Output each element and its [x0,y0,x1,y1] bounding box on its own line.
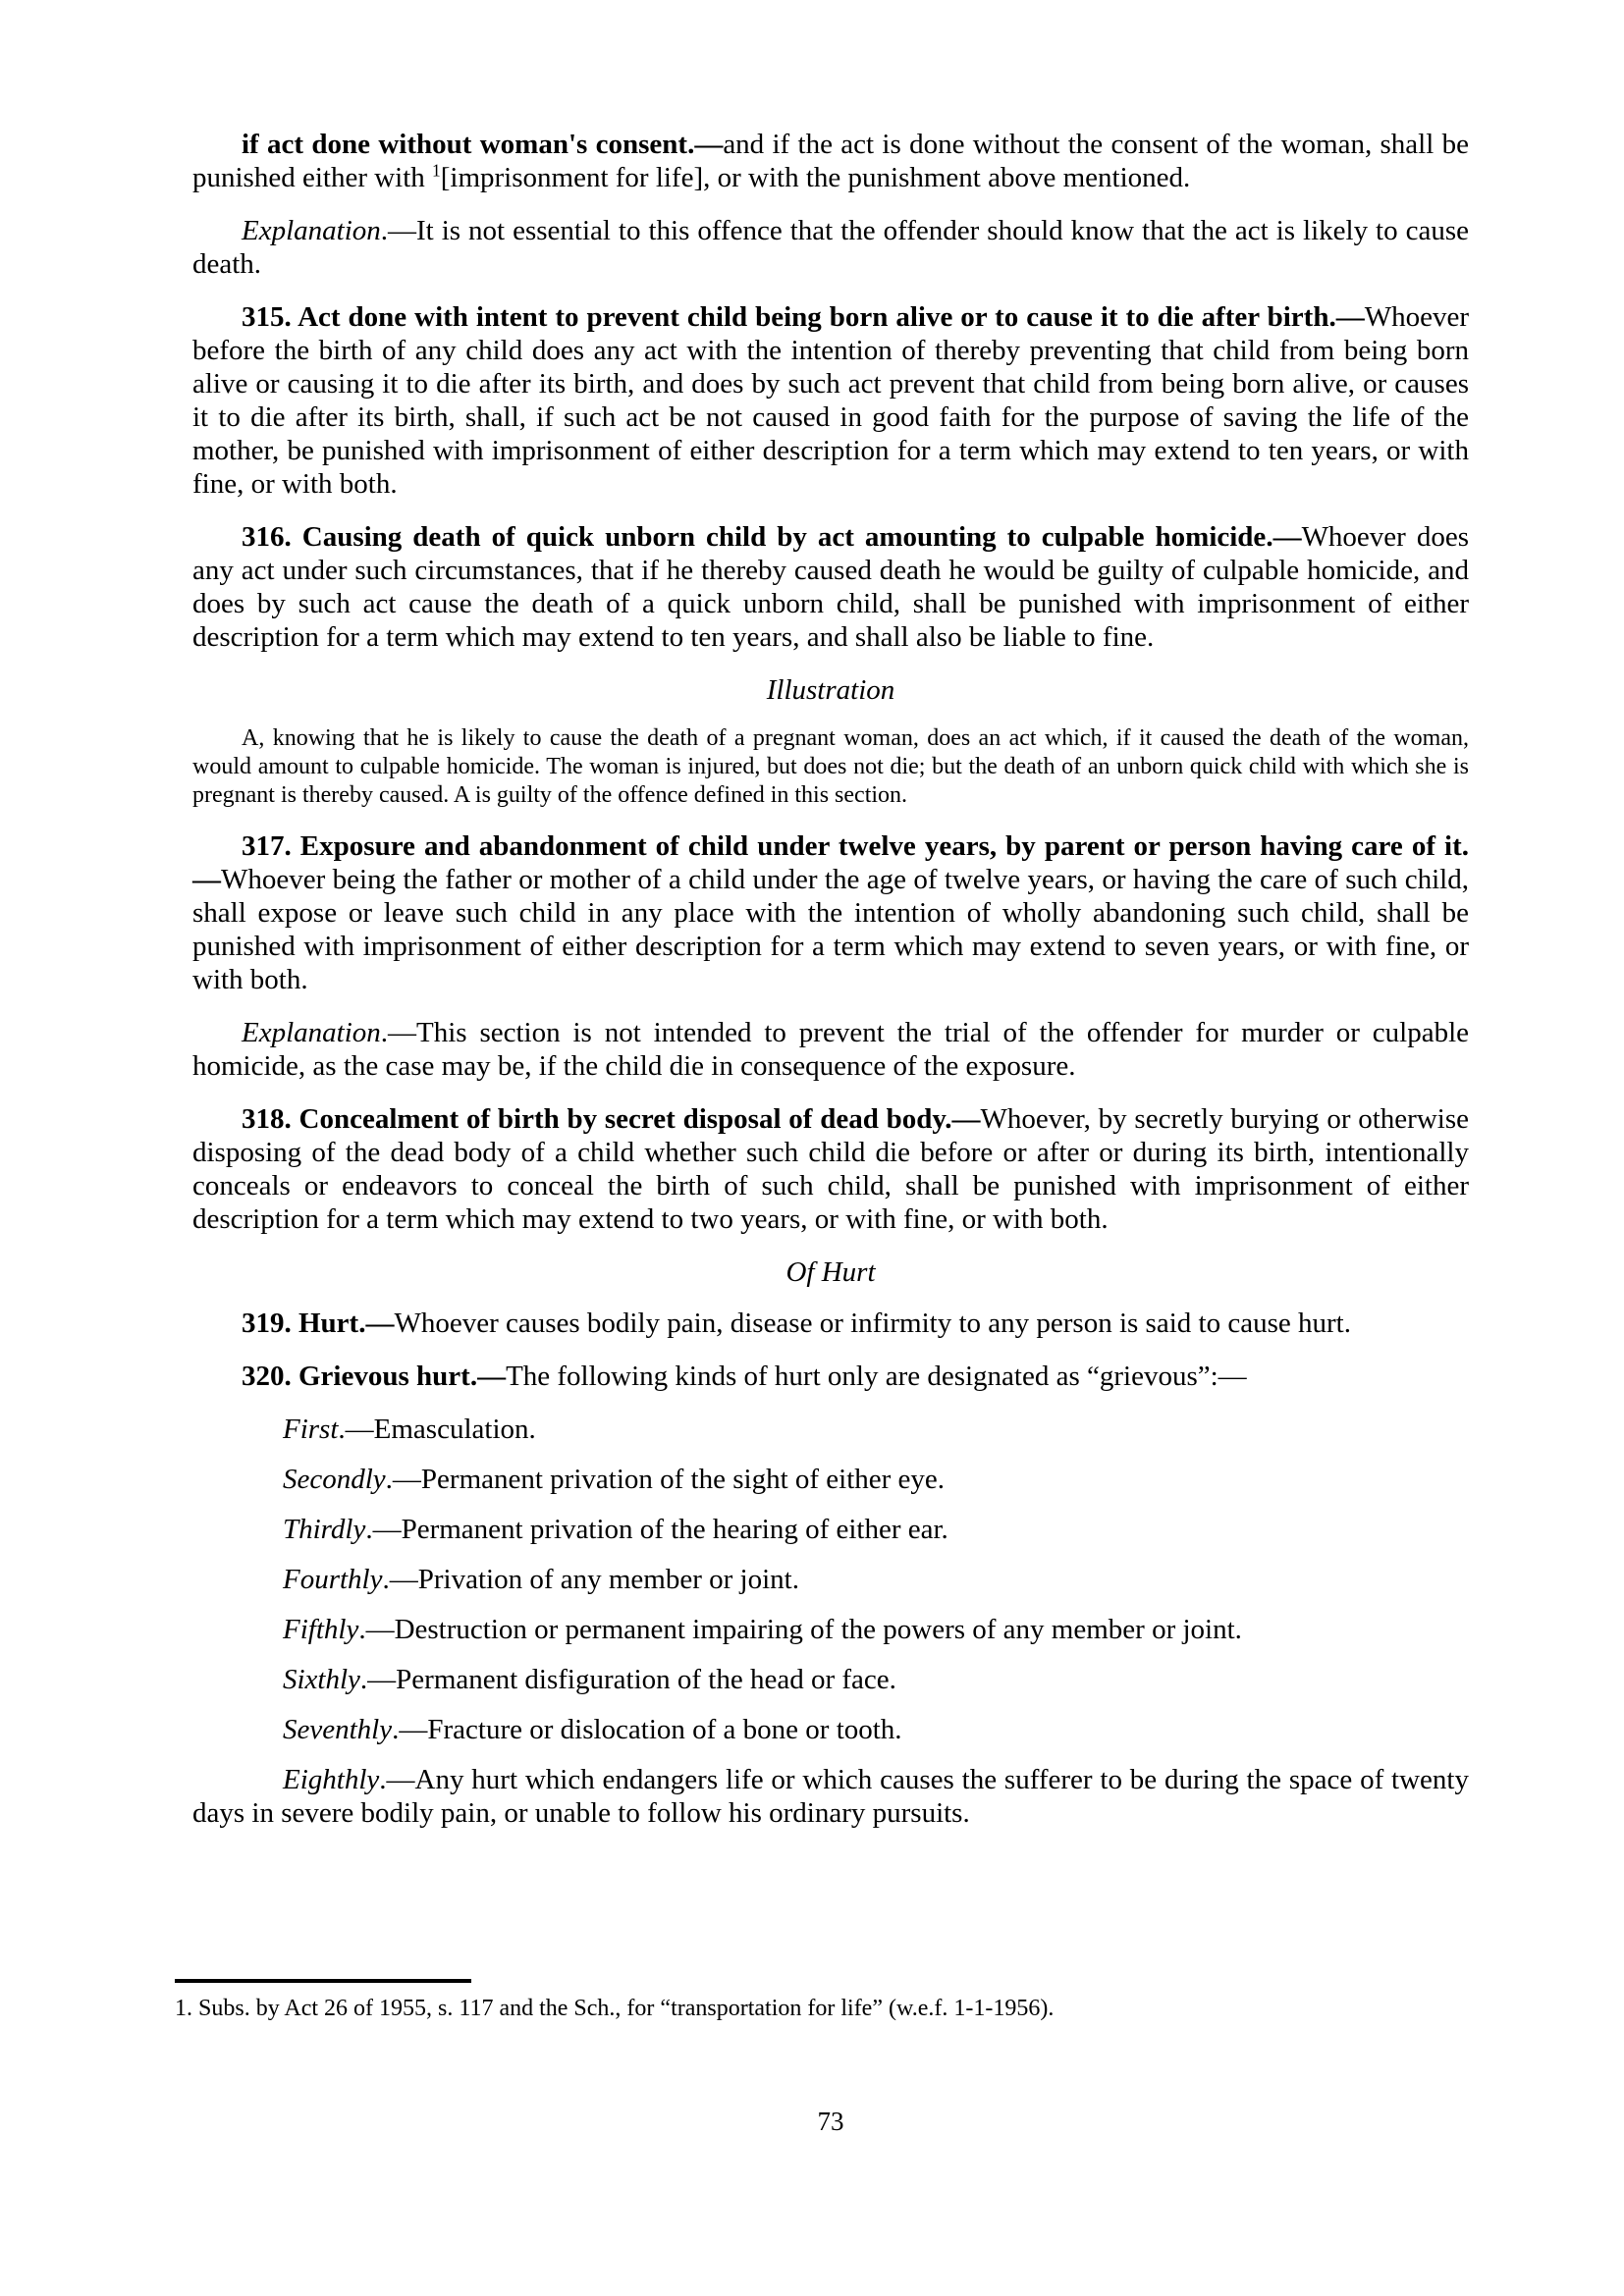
text-run: .— [687,129,724,160]
text-run: .—It is not essential to this offence that the offender should know that the act is likely to cause death. [192,215,1469,280]
text-run: Seventhly [283,1714,393,1745]
page-number: 73 [817,2107,844,2136]
text-run: .—Privation of any member or joint. [382,1564,799,1595]
grievous-item-sixthly [192,1663,1469,1696]
grievous-item-fourthly [192,1563,1469,1596]
text-run: Fifthly [283,1614,359,1645]
grievous-item-first [192,1413,1469,1446]
text-run: .—Permanent privation of the hearing of either ear. [365,1514,948,1545]
grievous-item-eighthly [192,1763,1469,1830]
section-317 [192,829,1469,996]
text-run: and if the act is done without the consent of the woman, shall be punished either with [192,129,1469,193]
text-run: Whoever does any act under such circumstances, that if he thereby caused death he would be guilty of culpable homicide, and does by such act cause the death of a quick unborn child, shall be punished with imprisonment of either description for a term which may extend to ten years, and shall also be liable to fine. [192,521,1469,653]
text-run: .—Any hurt which endangers life or which causes the sufferer to be during the space of twenty days in severe bodily pain, or unable to follow his ordinary pursuits. [192,1764,1469,1829]
text-run: .—This section is not intended to prevent the trial of the offender for murder or culpable homicide, as the case may be, if the child die in consequence of the exposure. [192,1017,1469,1082]
text-run: .—Permanent privation of the sight of either eye. [385,1464,946,1495]
text-run: Thirdly [283,1514,366,1545]
text-run: .—Fracture or dislocation of a bone or tooth. [392,1714,902,1745]
paragraph-314-consent-clause [192,128,1469,194]
grievous-item-seventhly [192,1713,1469,1746]
text-run: 320. Grievous hurt [242,1361,470,1392]
footnote-area [175,1979,1451,2023]
text-run: Whoever before the birth of any child does any act with the intention of thereby preventing that child from being born alive or causing it to die after its birth, and does by such act prevent that child from being born alive, or causes it to die after its birth, shall, if such act be not caused in good faith for the purpose of saving the life of the mother, be punished with imprisonment of either description for a term which may extend to ten years, or with fine, or with both. [192,301,1469,500]
text-run: 319. Hurt [242,1308,359,1339]
text-run: Whoever being the father or mother of a child under the age of twelve years, or having the care of such child, shall expose or leave such child in any place with the intention of wholly abandoning such child, shall be punished with imprisonment of either description for a term which may extend to seven years, or with fine, or with both. [192,864,1469,995]
illustration-text [192,724,1469,810]
text-run: Fourthly [283,1564,383,1595]
text-run: Secondly [283,1464,386,1495]
text-run: 1. Subs. by Act 26 of 1955, s. 117 and the Sch., for “transportation for life” (w.e.f. 1-1-1956). [175,1996,1055,2021]
explanation-paragraph-314 [192,214,1469,281]
text-run: .—Emasculation. [338,1414,536,1445]
footnote-divider [175,1979,471,1983]
text-run: .— [192,830,1469,895]
text-run: The following kinds of hurt only are designated as “grievous”:— [506,1361,1247,1392]
text-run: A, knowing that he is likely to cause the death of a pregnant woman, does an act which, if it caused the death of the woman, would amount to culpable homicide. The woman is injured, but does not die; but the death of an unborn quick child with which she is pregnant is thereby caused. A is guilty of the offence defined in this section. [192,725,1469,808]
text-run: 318. Concealment of birth by secret disposal of dead body [242,1103,946,1135]
text-run: Illustration [766,674,895,706]
text-run: 316. Causing death of quick unborn child by act amounting to culpable homicide [242,521,1267,553]
section-318 [192,1102,1469,1236]
section-315 [192,300,1469,501]
text-run: Of Hurt [785,1256,876,1288]
text-run: Explanation [242,1017,381,1048]
text-run: .— [358,1308,395,1339]
grievous-item-thirdly [192,1513,1469,1546]
text-run: .— [1266,521,1302,553]
grievous-item-fifthly [192,1613,1469,1646]
illustration-heading [192,673,1469,707]
document-body [192,128,1469,1846]
text-run: .— [469,1361,507,1392]
text-run: .— [945,1103,981,1135]
section-319 [192,1307,1469,1340]
text-run: 315. Act done with intent to prevent child being born alive or to cause it to die after birth [242,301,1329,333]
section-316 [192,520,1469,654]
text-run: Eighthly [283,1764,380,1795]
text-run: 317. Exposure and abandonment of child under twelve years, by parent or person having care of it [242,830,1462,862]
text-run: Whoever, by secretly burying or otherwise disposing of the dead body of a child whether such child die before or after or during its birth, intentionally conceals or endeavors to conceal the birth of such child, shall be punished with imprisonment of either description for a term which may extend to two years, or with fine, or with both. [192,1103,1469,1235]
text-run: .—Permanent disfiguration of the head or face. [359,1664,896,1695]
text-run: Explanation [242,215,381,246]
section-320 [192,1360,1469,1393]
footnote-text [175,1995,1451,2023]
text-run: .—Destruction or permanent impairing of the powers of any member or joint. [358,1614,1242,1645]
explanation-paragraph-317 [192,1016,1469,1083]
text-run: Sixthly [283,1664,360,1695]
text-run: [imprisonment for life], or with the punishment above mentioned. [440,162,1191,193]
text-run: Whoever causes bodily pain, disease or infirmity to any person is said to cause hurt. [394,1308,1351,1339]
of-hurt-heading [192,1255,1469,1289]
text-run: 1 [432,160,441,181]
grievous-item-secondly [192,1463,1469,1496]
text-run: if act done without woman's consent [242,129,688,160]
text-run: First [283,1414,339,1445]
text-run: .— [1328,301,1365,333]
